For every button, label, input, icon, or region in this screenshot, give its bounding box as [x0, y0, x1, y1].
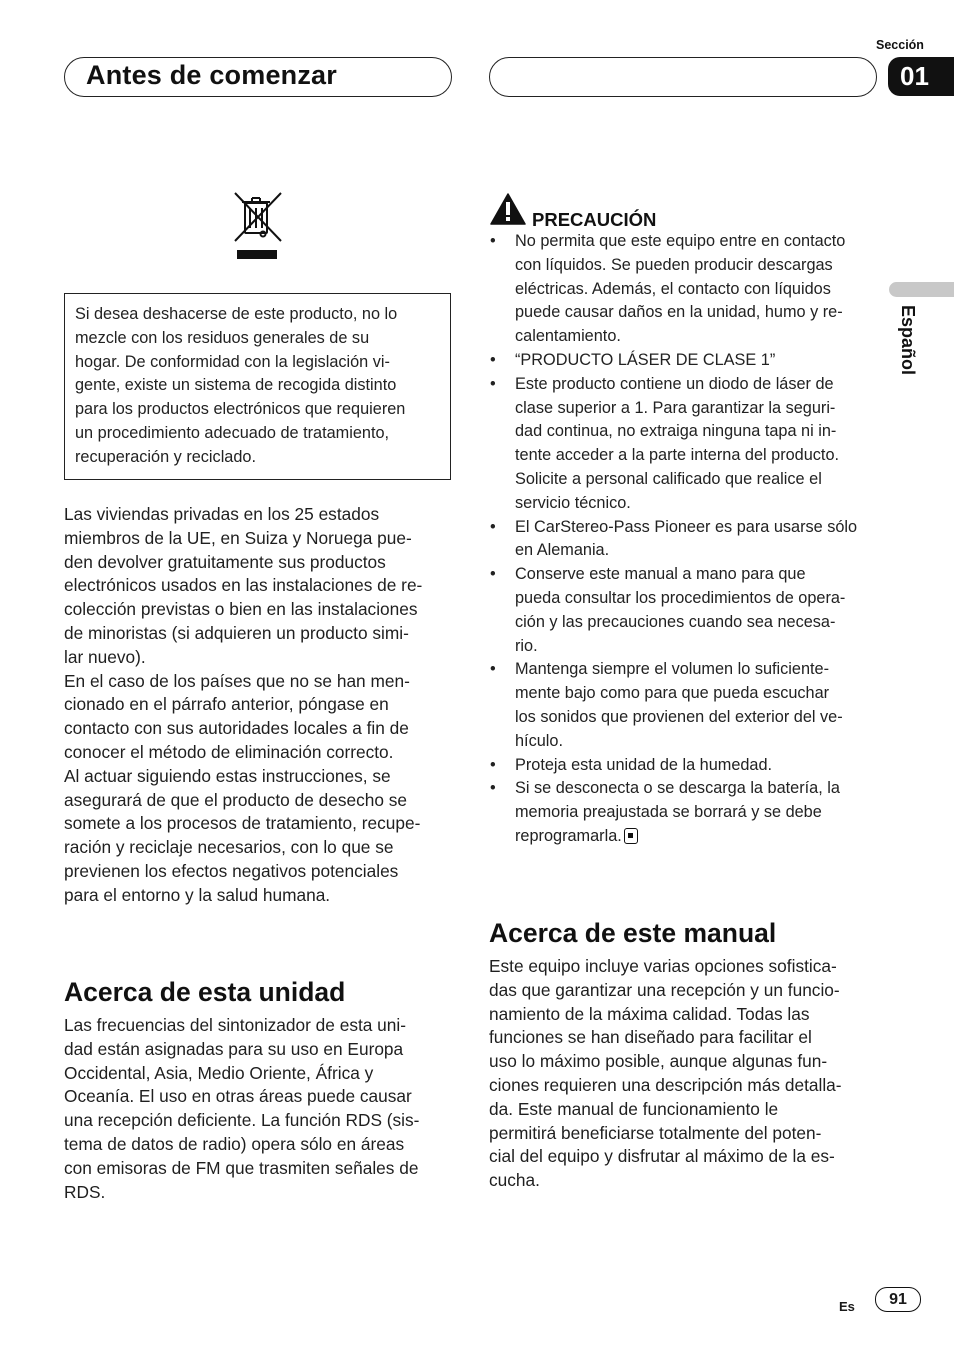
body-line: miembros de la UE, en Suiza y Noruega pue- — [64, 527, 412, 548]
body-line: tema de datos de radio) opera sólo en áreas — [64, 1133, 405, 1154]
body-line: con emisoras de FM que trasmiten señales de — [64, 1157, 419, 1178]
language-tab-label: Español — [898, 305, 918, 376]
body-line: cucha. — [489, 1170, 540, 1191]
body-line: En el caso de los países que no se han men- — [64, 670, 410, 691]
caution-list-container — [489, 230, 877, 849]
item-line: clase superior a 1. Para garantizar la seguri- — [515, 398, 836, 417]
item-line: • Este producto contiene un diodo de láser de — [515, 374, 834, 393]
item-line: • El CarStereo-Pass Pioneer es para usarse sólo — [515, 517, 858, 536]
body-line: de minoristas (si adquieren un producto simi- — [64, 622, 409, 643]
item-line-text: reprogramarla. — [515, 826, 622, 845]
body-line: das que garantizar una recepción y un funcio- — [489, 979, 840, 1000]
page-number: 91 — [889, 1290, 907, 1308]
body-line: asegurará de que el producto de desecho se — [64, 789, 407, 810]
body-line: funciones se han diseñado para facilitar el — [489, 1027, 812, 1048]
body-line: Oceanía. El uso en otras áreas puede causar — [64, 1086, 412, 1107]
section-number: 01 — [900, 61, 929, 91]
item-line: Solicite a personal calificado que realice el — [515, 469, 822, 488]
body-line: Las frecuencias del sintonizador de esta uni- — [64, 1015, 406, 1035]
body-line: una recepción deficiente. La función RDS (sis- — [64, 1110, 420, 1131]
body-line: dad están asignadas para su uso en Europa — [64, 1038, 404, 1059]
item-line: • Conserve este manual a mano para que — [515, 565, 806, 584]
crossed-out-wheelie-bin-icon — [233, 191, 283, 261]
footer-language-code: Es — [839, 1299, 855, 1314]
list-item — [489, 563, 877, 658]
list-item — [489, 349, 877, 373]
item-line: rio. — [515, 636, 538, 655]
item-line: memoria preajustada se borrará y se debe — [515, 803, 822, 822]
notice-line: recuperación y reciclado. — [75, 447, 256, 466]
section-label: Sección — [876, 38, 924, 52]
body-line: uso lo máximo posible, aunque algunas fun- — [489, 1051, 828, 1072]
list-item — [489, 516, 877, 564]
body-line: permitirá beneficiarse totalmente del poten- — [489, 1122, 822, 1143]
notice-line: gente, existe un sistema de recogida distinto — [75, 376, 397, 395]
caution-header — [490, 193, 656, 230]
item-line: calentamiento. — [515, 327, 621, 346]
item-line: dad continua, no extraiga ninguna tapa ni in- — [515, 422, 837, 441]
item-line: los sonidos que provienen del exterior del ve- — [515, 707, 843, 726]
body-line: cionado en el párrafo anterior, póngase en — [64, 694, 389, 715]
item-line: tente acceder a la parte interna del producto. — [515, 446, 840, 465]
body-line: lar nuevo). — [64, 646, 146, 667]
item-line: hículo. — [515, 731, 563, 750]
item-line: servicio técnico. — [515, 493, 631, 512]
body-line: somete a los procesos de tratamiento, recupe- — [64, 813, 421, 834]
about-manual-text — [489, 955, 877, 1193]
warning-triangle-icon — [490, 193, 526, 230]
caution-title: PRECAUCIÓN — [532, 209, 657, 230]
item-line: pueda consultar los procedimientos de opera- — [515, 588, 846, 607]
disposal-notice-box — [64, 293, 451, 480]
body-line: Al actuar siguiendo estas instrucciones, se — [64, 765, 391, 786]
about-manual-heading: Acerca de este manual — [489, 918, 777, 948]
body-line: electrónicos usados en las instalaciones de re- — [64, 575, 423, 596]
body-line: ciones requieren una descripción más detalla- — [489, 1074, 842, 1095]
about-unit-section — [64, 977, 456, 1204]
item-line: en Alemania. — [515, 541, 610, 560]
body-line: da. Este manual de funcionamiento le — [489, 1098, 779, 1119]
item-line: • Proteja esta unidad de la humedad. — [515, 755, 773, 774]
body-line: namiento de la máxima calidad. Todas las — [489, 1003, 810, 1024]
page-title: Antes de comenzar — [86, 60, 337, 90]
body-line: conocer el método de eliminación correcto. — [64, 741, 394, 762]
about-manual-section — [489, 918, 877, 1193]
item-line: • Mantenga siempre el volumen lo suficiente- — [515, 660, 830, 679]
disposal-body-text — [64, 503, 456, 908]
notice-line: para los productos electrónicos que requieren — [75, 400, 406, 419]
list-item — [489, 754, 877, 778]
notice-line: mezcle con los residuos generales de su — [75, 328, 370, 347]
body-line: den devolver gratuitamente sus productos — [64, 551, 386, 572]
header-blank-frame — [489, 57, 877, 97]
item-line: • Si se desconecta o se descarga la batería, la — [515, 779, 840, 798]
body-line: Las viviendas privadas en los 25 estados — [64, 504, 380, 524]
item-line: • No permita que este equipo entre en contacto — [515, 232, 846, 250]
body-line: previenen los efectos negativos potenciales — [64, 860, 399, 881]
list-item — [489, 373, 877, 516]
notice-line: un procedimiento adecuado de tratamiento, — [75, 423, 390, 442]
list-item — [489, 777, 877, 848]
body-line: Occidental, Asia, Medio Oriente, África y — [64, 1062, 374, 1083]
item-line: mente bajo como para que pueda escuchar — [515, 684, 830, 703]
language-tab-bar — [889, 282, 954, 297]
item-line: • “PRODUCTO LÁSER DE CLASE 1” — [515, 350, 776, 369]
body-line: para el entorno y la salud humana. — [64, 884, 331, 905]
page-number-badge — [875, 1287, 921, 1312]
item-line: puede causar daños en la unidad, humo y re- — [515, 303, 843, 322]
body-line: contacto con sus autoridades locales a fin de — [64, 718, 409, 739]
about-unit-heading: Acerca de esta unidad — [64, 977, 346, 1007]
item-line — [515, 825, 877, 849]
body-line: cial del equipo y disfrutar al máximo de la es- — [489, 1146, 835, 1167]
caution-list — [489, 230, 877, 849]
item-line: ción y las precauciones cuando sea necesa- — [515, 612, 836, 631]
body-line: ración y reciclaje necesarios, con lo que se — [64, 837, 394, 858]
body-line: RDS. — [64, 1181, 106, 1202]
section-number-badge — [888, 57, 954, 96]
notice-line: Si desea deshacerse de este producto, no lo — [75, 305, 398, 323]
list-item — [489, 230, 877, 349]
item-line: con líquidos. Se pueden producir descargas — [515, 255, 833, 274]
notice-line: hogar. De conformidad con la legislación vi- — [75, 352, 390, 371]
body-line: colección previstas o bien en las instalaciones — [64, 599, 418, 620]
item-line: eléctricas. Además, el contacto con líquidos — [515, 279, 831, 298]
body-line: Este equipo incluye varias opciones sofistica- — [489, 956, 837, 976]
about-unit-text — [64, 1014, 456, 1204]
list-item — [489, 658, 877, 753]
end-of-section-icon — [624, 828, 638, 844]
